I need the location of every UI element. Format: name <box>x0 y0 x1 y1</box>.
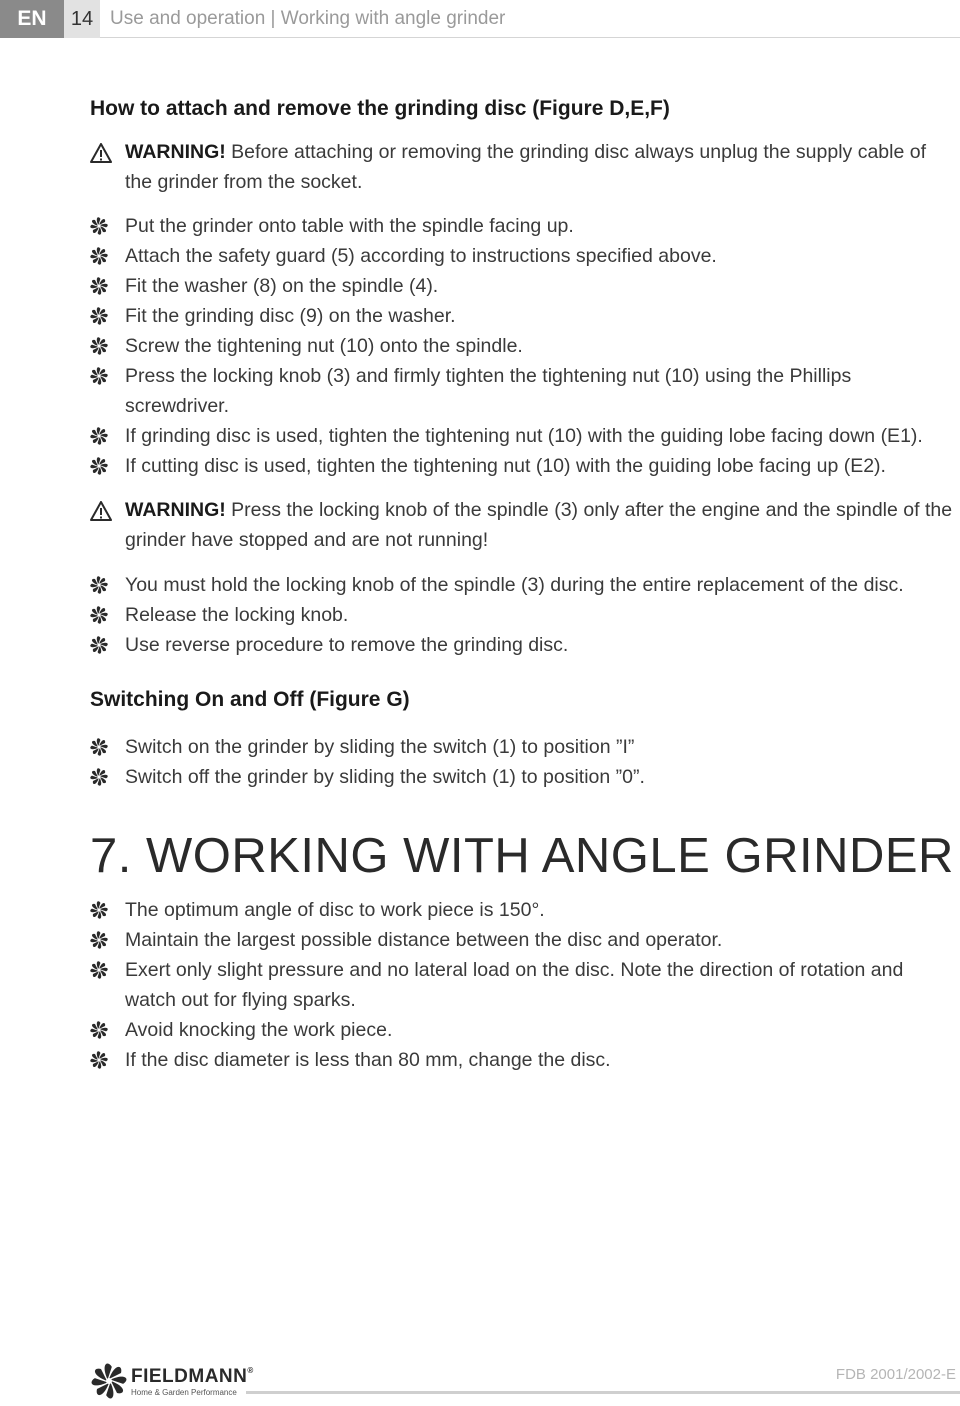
flower-bullet-icon <box>90 427 108 445</box>
flower-bullet-icon <box>90 367 108 385</box>
footer-tagline: Home & Garden Performance <box>131 1388 237 1397</box>
list-item <box>90 630 958 660</box>
list-item-text: Exert only slight pressure and no lateral load on the disc. Note the direction of rotation and watch out for flying sparks. <box>125 959 904 1011</box>
list-item <box>90 331 958 361</box>
attach-steps-list-2 <box>90 570 958 660</box>
list-item <box>90 600 958 630</box>
flower-bullet-icon <box>90 247 108 265</box>
list-item-text: Maintain the largest possible distance between the disc and operator. <box>125 929 723 951</box>
warning-text: Before attaching or removing the grinding disc always unplug the supply cable of the grinder from the socket. <box>125 141 927 193</box>
list-item-text: Avoid knocking the work piece. <box>125 1019 393 1041</box>
page-number: 14 <box>64 0 100 38</box>
footer-brand <box>131 1366 254 1388</box>
list-item <box>90 241 958 271</box>
list-item-text: Attach the safety guard (5) according to instructions specified above. <box>125 245 717 267</box>
warning-triangle-icon <box>90 143 112 163</box>
list-item-text: Switch off the grinder by sliding the switch (1) to position ”0”. <box>125 766 645 788</box>
list-item-text: If grinding disc is used, tighten the tightening nut (10) with the guiding lobe facing down (E1). <box>125 425 923 447</box>
list-item <box>90 361 958 421</box>
model-code: FDB 2001/2002-E <box>830 1366 956 1383</box>
warning-block-2 <box>90 495 958 555</box>
warning-row <box>90 495 958 555</box>
flower-bullet-icon <box>90 768 108 786</box>
list-item-text: Put the grinder onto table with the spindle facing up. <box>125 215 574 237</box>
flower-bullet-icon <box>90 738 108 756</box>
warning-text: Press the locking knob of the spindle (3) only after the engine and the spindle of the grinder have stopped and are not running! <box>125 499 953 551</box>
flower-bullet-icon <box>90 1021 108 1039</box>
flower-bullet-icon <box>90 606 108 624</box>
list-item <box>90 421 958 451</box>
section-heading-switch: Switching On and Off (Figure G) <box>90 688 410 711</box>
list-item <box>90 271 958 301</box>
list-item-text: Switch on the grinder by sliding the switch (1) to position ”I” <box>125 736 635 758</box>
list-item <box>90 955 925 1015</box>
header-divider <box>100 37 960 38</box>
list-item-text: Fit the washer (8) on the spindle (4). <box>125 275 439 297</box>
section-heading-attach: How to attach and remove the grinding disc (Figure D,E,F) <box>90 97 670 120</box>
warning-label: WARNING! <box>125 499 226 521</box>
chapter-title: 7. WORKING WITH ANGLE GRINDER <box>90 829 954 883</box>
list-item-text: Screw the tightening nut (10) onto the spindle. <box>125 335 523 357</box>
flower-bullet-icon <box>90 457 108 475</box>
list-item <box>90 1045 958 1075</box>
page-header <box>0 0 960 38</box>
list-item-text: Use reverse procedure to remove the grinding disc. <box>125 634 569 656</box>
list-item-text: The optimum angle of disc to work piece is 150°. <box>125 899 545 921</box>
list-item <box>90 570 958 600</box>
flower-bullet-icon <box>90 961 108 979</box>
flower-bullet-icon <box>90 277 108 295</box>
list-item <box>90 732 958 762</box>
list-item <box>90 211 958 241</box>
flower-bullet-icon <box>90 901 108 919</box>
fieldmann-logo-icon <box>90 1362 128 1400</box>
flower-bullet-icon <box>90 217 108 235</box>
flower-bullet-icon <box>90 307 108 325</box>
list-item <box>90 895 958 925</box>
attach-steps-list <box>90 211 958 481</box>
list-item-text: Release the locking knob. <box>125 604 349 626</box>
warning-label: WARNING! <box>125 141 226 163</box>
brand-name: FIELDMANN <box>131 1366 248 1387</box>
registered-mark: ® <box>247 1366 254 1375</box>
list-item-text: Fit the grinding disc (9) on the washer. <box>125 305 456 327</box>
list-item <box>90 1015 958 1045</box>
warning-row <box>90 137 958 197</box>
list-item <box>90 925 958 955</box>
list-item-text: If cutting disc is used, tighten the tightening nut (10) with the guiding lobe facing up (E2). <box>125 455 886 477</box>
warning-block-1 <box>90 137 958 197</box>
flower-bullet-icon <box>90 576 108 594</box>
flower-bullet-icon <box>90 337 108 355</box>
list-item-text: You must hold the locking knob of the spindle (3) during the entire replacement of the disc. <box>125 574 904 596</box>
warning-triangle-icon <box>90 501 112 521</box>
switch-steps-list <box>90 732 958 792</box>
flower-bullet-icon <box>90 1051 108 1069</box>
flower-bullet-icon <box>90 931 108 949</box>
language-badge: EN <box>0 0 64 38</box>
list-item <box>90 762 958 792</box>
list-item <box>90 451 958 481</box>
header-title: Use and operation | Working with angle grinder <box>110 8 506 29</box>
footer-divider <box>246 1391 960 1394</box>
list-item <box>90 301 958 331</box>
flower-bullet-icon <box>90 636 108 654</box>
working-steps-list <box>90 895 958 1075</box>
list-item-text: If the disc diameter is less than 80 mm, change the disc. <box>125 1049 611 1071</box>
list-item-text: Press the locking knob (3) and firmly tighten the tightening nut (10) using the Phillips screwdriver. <box>125 365 852 417</box>
